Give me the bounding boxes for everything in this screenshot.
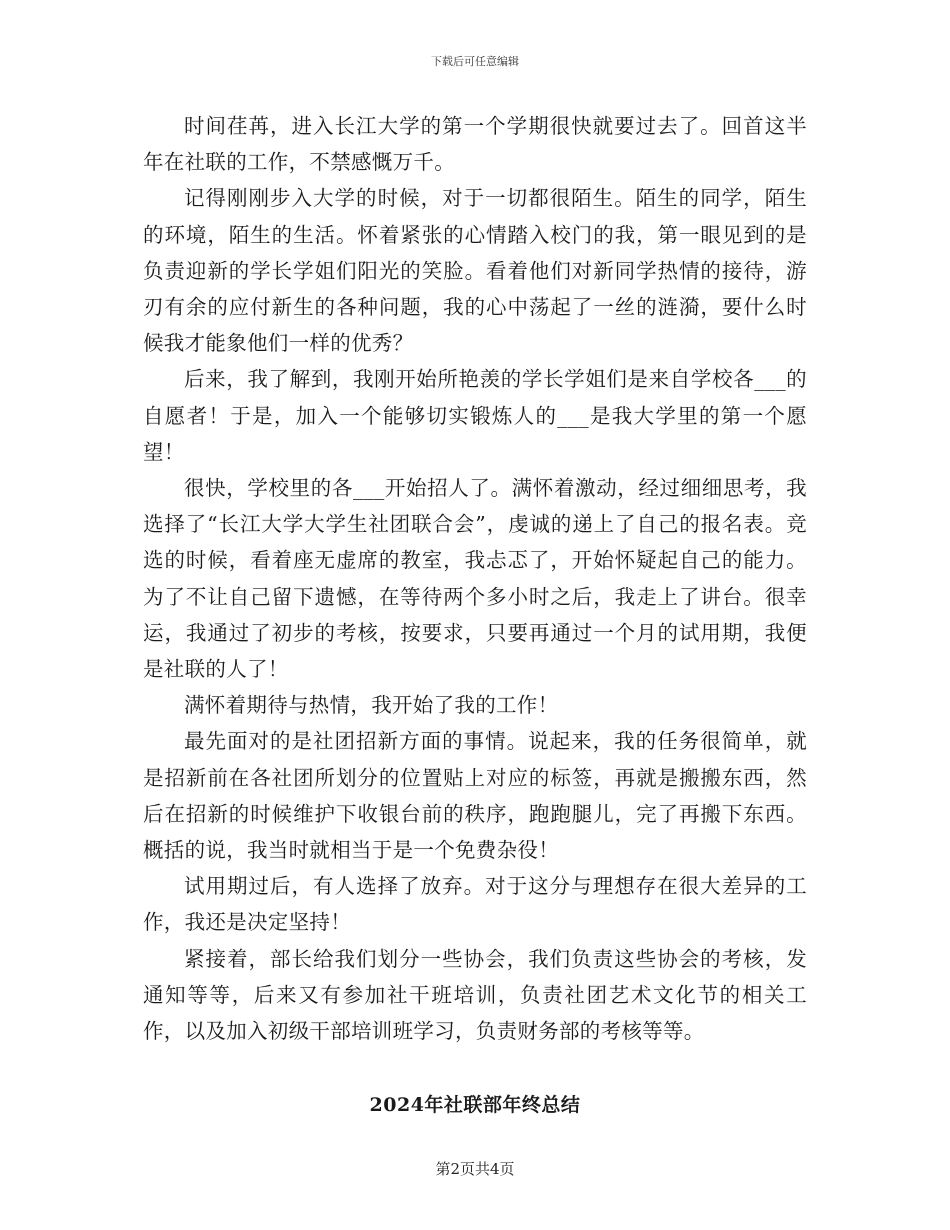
paragraph: 记得刚刚步入大学的时候，对于一切都很陌生。陌生的同学，陌生的环境，陌生的生活。怀着紧张的心情踏入校门的我，第一眼见到的是负责迎新的学长学姐们阳光的笑脸。看着他们对新同学热情的接待，游刃有余的应付新生的各种问题，我的心中荡起了一丝的涟漪，要什么时候我才能象他们一样的优秀？ — [143, 186, 807, 356]
paragraph: 紧接着，部长给我们划分一些协会，我们负责这些协会的考核，发通知等等，后来又有参加社干班培训，负责社团艺术文化节的相关工作，以及加入初级干部培训班学习，负责财务部的考核等等。 — [143, 946, 807, 1044]
paragraph: 最先面对的是社团招新方面的事情。说起来，我的任务很简单，就是招新前在各社团所划分的位置贴上对应的标签，再就是搬搬东西，然后在招新的时候维护下收银台前的秩序，跑跑腿儿，完了再搬下东西。概括的说，我当时就相当于是一个免费杂役！ — [143, 729, 807, 863]
paragraph: 试用期过后，有人选择了放弃。对于这分与理想存在很大差异的工作，我还是决定坚持！ — [143, 874, 807, 935]
body-text — [143, 108, 807, 1049]
paragraph: 时间荏苒，进入长江大学的第一个学期很快就要过去了。回首这半年在社联的工作，不禁感慨万千。 — [143, 114, 807, 175]
document-title: 2024年社联部年终总结 — [369, 1094, 581, 1116]
paragraph: 很快，学校里的各___开始招人了。满怀着激动，经过细细思考，我选择了“长江大学大学生社团联合会”，虔诚的递上了自己的报名表。竞选的时候，看着座无虚席的教室，我忐忑了，开始怀疑起自己的能力。为了不让自己留下遗憾，在等待两个多小时之后，我走上了讲台。很幸运，我通过了初步的考核，按要求，只要再通过一个月的试用期，我便是社联的人了！ — [143, 476, 807, 682]
page-header-note: 下载后可任意编辑 — [431, 55, 519, 68]
page-number-footer: 第2页共4页 — [435, 1160, 515, 1178]
paragraph: 满怀着期待与热情，我开始了我的工作！ — [184, 693, 559, 718]
paragraph: 后来，我了解到，我刚开始所艳羡的学长学姐们是来自学校各___的自愿者！于是，加入一个能够切实锻炼人的___是我大学里的第一个愿望！ — [143, 367, 807, 464]
